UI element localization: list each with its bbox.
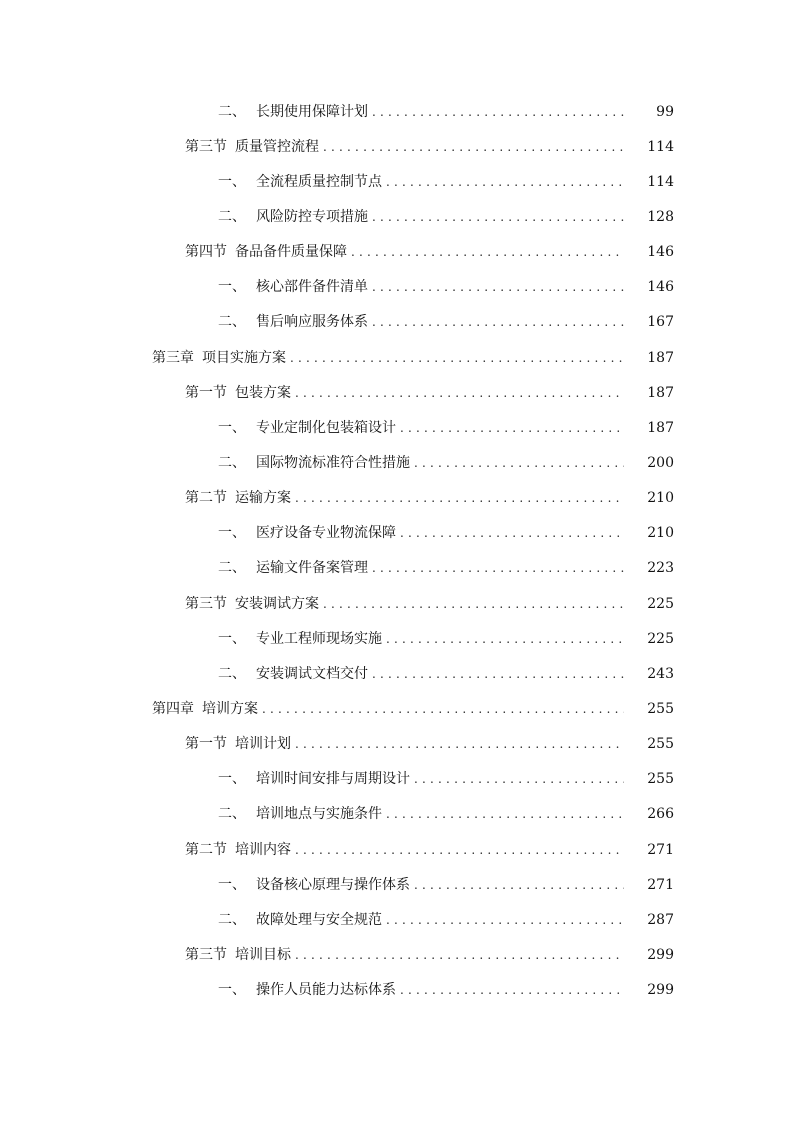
toc-entry-title: 核心部件备件清单 xyxy=(256,279,368,296)
toc-entry-number: 二、 xyxy=(218,208,246,225)
dot-leader xyxy=(414,773,624,785)
toc-subsection-entry[interactable] xyxy=(0,551,793,586)
dot-leader xyxy=(295,949,624,961)
toc-entry-number: 第三节 xyxy=(185,946,227,963)
table-of-contents xyxy=(0,94,793,1008)
toc-section-entry[interactable] xyxy=(0,481,793,516)
toc-entry-number: 一、 xyxy=(218,279,246,296)
toc-entry-page-number: 114 xyxy=(647,173,674,190)
toc-entry-number: 一、 xyxy=(218,419,246,436)
toc-subsection-entry[interactable] xyxy=(0,902,793,937)
toc-entry-title: 长期使用保障计划 xyxy=(256,103,368,120)
toc-section-entry[interactable] xyxy=(0,586,793,621)
toc-entry-title: 培训目标 xyxy=(235,946,291,963)
dot-leader xyxy=(400,527,624,539)
toc-entry-number: 二、 xyxy=(218,454,246,471)
toc-entry-number: 一、 xyxy=(218,982,246,999)
toc-entry-title: 项目实施方案 xyxy=(202,349,286,366)
toc-entry-number: 第三章 xyxy=(152,349,194,366)
toc-section-entry[interactable] xyxy=(0,129,793,164)
toc-entry-number: 一、 xyxy=(218,876,246,893)
toc-entry-page-number: 187 xyxy=(647,419,674,436)
toc-entry-title: 培训方案 xyxy=(202,700,258,717)
toc-entry-title: 故障处理与安全规范 xyxy=(256,911,382,928)
toc-entry-number: 第二节 xyxy=(185,841,227,858)
toc-entry-title: 设备核心原理与操作体系 xyxy=(256,876,410,893)
dot-leader xyxy=(400,984,624,996)
dot-leader xyxy=(372,316,624,328)
toc-entry-title: 国际物流标准符合性措施 xyxy=(256,454,410,471)
toc-entry-title: 售后响应服务体系 xyxy=(256,314,368,331)
toc-entry-title: 专业工程师现场实施 xyxy=(256,630,382,647)
toc-entry-number: 二、 xyxy=(218,314,246,331)
dot-leader xyxy=(414,879,624,891)
toc-entry-number: 第三节 xyxy=(185,595,227,612)
toc-entry-page-number: 210 xyxy=(647,525,674,542)
toc-entry-title: 全流程质量控制节点 xyxy=(256,173,382,190)
toc-subsection-entry[interactable] xyxy=(0,445,793,480)
toc-entry-page-number: 255 xyxy=(647,771,674,788)
toc-subsection-entry[interactable] xyxy=(0,656,793,691)
toc-entry-number: 二、 xyxy=(218,665,246,682)
toc-entry-number: 一、 xyxy=(218,525,246,542)
toc-entry-page-number: 167 xyxy=(647,314,674,331)
dot-leader xyxy=(372,281,624,293)
toc-entry-page-number: 299 xyxy=(647,946,674,963)
dot-leader xyxy=(386,176,624,188)
toc-chapter-entry[interactable] xyxy=(0,340,793,375)
dot-leader xyxy=(295,738,624,750)
dot-leader xyxy=(372,106,624,118)
dot-leader xyxy=(372,211,624,223)
toc-chapter-entry[interactable] xyxy=(0,691,793,726)
toc-entry-number: 二、 xyxy=(218,806,246,823)
toc-subsection-entry[interactable] xyxy=(0,973,793,1008)
dot-leader xyxy=(372,562,624,574)
toc-section-entry[interactable] xyxy=(0,832,793,867)
dot-leader xyxy=(262,703,624,715)
toc-entry-page-number: 243 xyxy=(647,665,674,682)
toc-subsection-entry[interactable] xyxy=(0,270,793,305)
dot-leader xyxy=(400,422,624,434)
dot-leader xyxy=(295,492,624,504)
toc-subsection-entry[interactable] xyxy=(0,305,793,340)
toc-entry-title: 操作人员能力达标体系 xyxy=(256,982,396,999)
toc-entry-page-number: 200 xyxy=(647,454,674,471)
toc-entry-title: 培训地点与实施条件 xyxy=(256,806,382,823)
toc-subsection-entry[interactable] xyxy=(0,199,793,234)
toc-entry-page-number: 114 xyxy=(647,138,674,155)
toc-entry-number: 第一节 xyxy=(185,736,227,753)
toc-section-entry[interactable] xyxy=(0,375,793,410)
toc-entry-page-number: 187 xyxy=(647,384,674,401)
toc-entry-page-number: 255 xyxy=(647,736,674,753)
toc-entry-title: 安装调试方案 xyxy=(235,595,319,612)
dot-leader xyxy=(414,457,624,469)
toc-entry-page-number: 287 xyxy=(647,911,674,928)
toc-entry-page-number: 271 xyxy=(647,841,674,858)
toc-entry-page-number: 266 xyxy=(647,806,674,823)
toc-entry-page-number: 223 xyxy=(647,560,674,577)
toc-subsection-entry[interactable] xyxy=(0,516,793,551)
toc-subsection-entry[interactable] xyxy=(0,867,793,902)
toc-entry-title: 医疗设备专业物流保障 xyxy=(256,525,396,542)
toc-entry-number: 第三节 xyxy=(185,138,227,155)
dot-leader xyxy=(290,352,624,364)
toc-subsection-entry[interactable] xyxy=(0,94,793,129)
toc-entry-number: 第一节 xyxy=(185,384,227,401)
toc-entry-page-number: 210 xyxy=(647,490,674,507)
toc-entry-title: 培训计划 xyxy=(235,736,291,753)
toc-entry-page-number: 299 xyxy=(647,982,674,999)
toc-entry-number: 第四章 xyxy=(152,700,194,717)
toc-entry-number: 一、 xyxy=(218,173,246,190)
toc-entry-number: 第四节 xyxy=(185,244,227,261)
toc-entry-title: 专业定制化包装箱设计 xyxy=(256,419,396,436)
toc-entry-page-number: 255 xyxy=(647,700,674,717)
toc-section-entry[interactable] xyxy=(0,727,793,762)
toc-entry-page-number: 271 xyxy=(647,876,674,893)
dot-leader xyxy=(323,141,624,153)
toc-entry-title: 风险防控专项措施 xyxy=(256,208,368,225)
toc-section-entry[interactable] xyxy=(0,937,793,972)
toc-section-entry[interactable] xyxy=(0,235,793,270)
dot-leader xyxy=(386,808,624,820)
dot-leader xyxy=(295,844,624,856)
toc-entry-page-number: 146 xyxy=(647,279,674,296)
toc-entry-number: 第二节 xyxy=(185,490,227,507)
toc-entry-page-number: 225 xyxy=(647,595,674,612)
dot-leader xyxy=(323,598,624,610)
toc-entry-title: 运输方案 xyxy=(235,490,291,507)
dot-leader xyxy=(295,387,624,399)
dot-leader xyxy=(386,633,624,645)
toc-subsection-entry[interactable] xyxy=(0,762,793,797)
toc-subsection-entry[interactable] xyxy=(0,164,793,199)
toc-entry-number: 二、 xyxy=(218,103,246,120)
toc-entry-page-number: 225 xyxy=(647,630,674,647)
toc-entry-page-number: 146 xyxy=(647,244,674,261)
dot-leader xyxy=(351,246,624,258)
toc-entry-title: 培训时间安排与周期设计 xyxy=(256,771,410,788)
dot-leader xyxy=(372,668,624,680)
toc-subsection-entry[interactable] xyxy=(0,797,793,832)
toc-entry-number: 二、 xyxy=(218,911,246,928)
toc-entry-title: 安装调试文档交付 xyxy=(256,665,368,682)
toc-entry-page-number: 187 xyxy=(647,349,674,366)
toc-entry-number: 一、 xyxy=(218,630,246,647)
toc-entry-title: 培训内容 xyxy=(235,841,291,858)
toc-subsection-entry[interactable] xyxy=(0,410,793,445)
toc-entry-title: 运输文件备案管理 xyxy=(256,560,368,577)
toc-subsection-entry[interactable] xyxy=(0,621,793,656)
toc-entry-page-number: 128 xyxy=(647,208,674,225)
toc-entry-title: 备品备件质量保障 xyxy=(235,244,347,261)
dot-leader xyxy=(386,914,624,926)
toc-entry-number: 二、 xyxy=(218,560,246,577)
toc-entry-title: 质量管控流程 xyxy=(235,138,319,155)
toc-entry-title: 包装方案 xyxy=(235,384,291,401)
toc-entry-page-number: 99 xyxy=(656,103,674,120)
toc-entry-number: 一、 xyxy=(218,771,246,788)
